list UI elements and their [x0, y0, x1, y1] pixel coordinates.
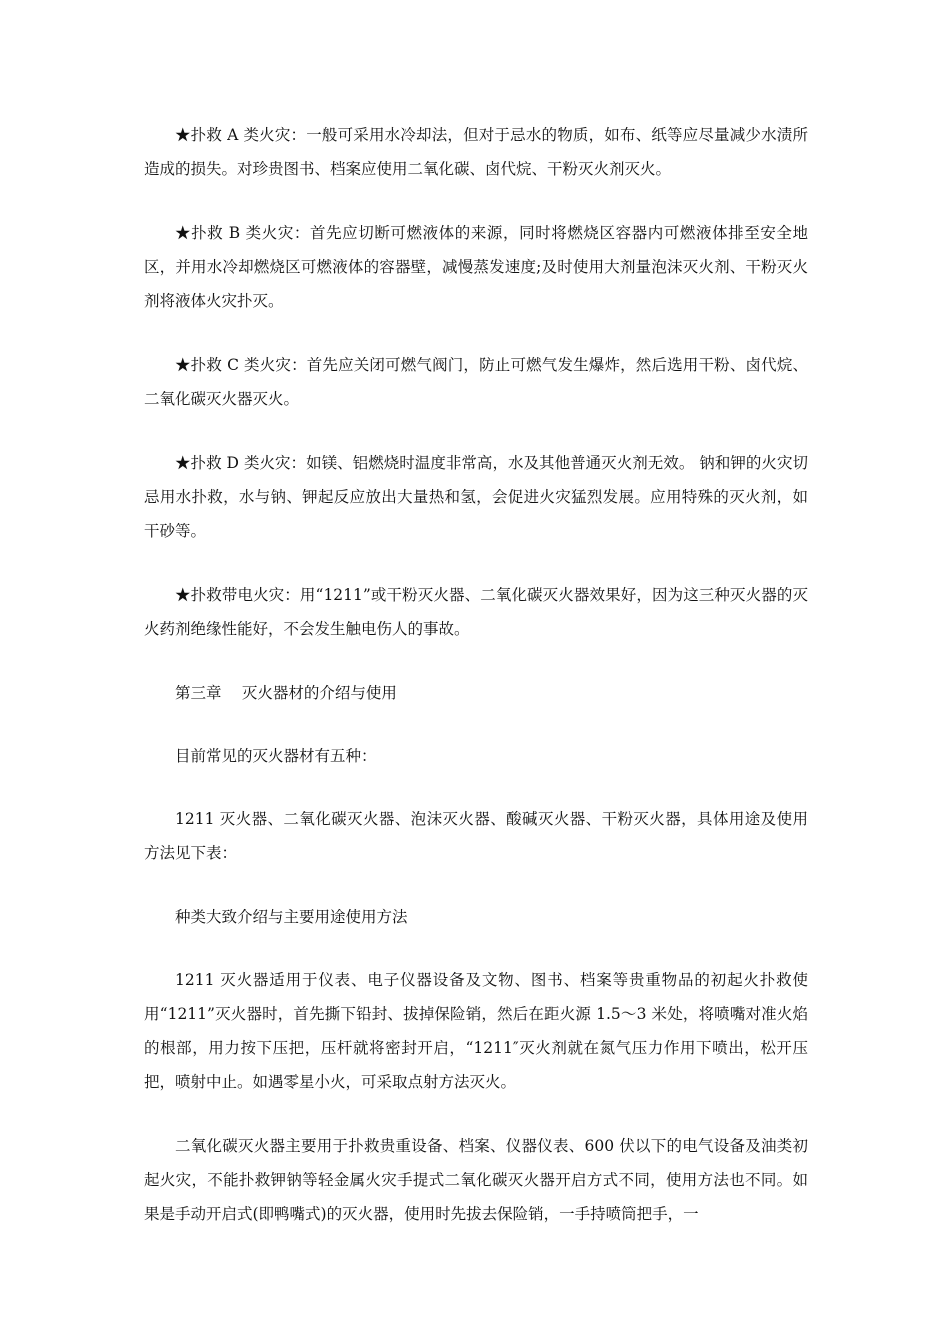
chapter-heading: 第三章 灭火器材的介绍与使用	[175, 684, 397, 702]
paragraph-1211-extinguisher: 1211 灭火器适用于仪表、电子仪器设备及文物、图书、档案等贵重物品的初起火扑救使用“1211”灭火器时，首先撕下铅封、拔掉保险销，然后在距火源 1.5～3 米处，将喷嘴对准火焰的根部，用力按下压把，压杆就将密封开启，“1211″灭火剂就在氮气压力作用下喷出，松开压把，喷射中止。如遇零星小火，可采取点射方法灭火。	[144, 971, 808, 1091]
paragraph-common-extinguishers: 目前常见的灭火器材有五种：	[175, 747, 377, 765]
paragraph-class-d-fire: ★扑救 D 类火灾：如镁、铝燃烧时温度非常高，水及其他普通灭火剂无效。 钠和钾的火灾切忌用水扑救，水与钠、钾起反应放出大量热和氢，会促进火灾猛烈发展。应用特殊的灭火剂，如干砂等。	[144, 454, 808, 540]
paragraph-co2-extinguisher: 二氧化碳灭火器主要用于扑救贵重设备、档案、仪器仪表、600 伏以下的电气设备及油类初起火灾，不能扑救钾钠等轻金属火灾手提式二氧化碳灭火器开启方式不同，使用方法也不同。如果是手动开启式(即鸭嘴式)的灭火器，使用时先拔去保险销，一手持喷筒把手，一	[144, 1137, 808, 1223]
paragraph-class-a-fire: ★扑救 A 类火灾：一般可采用水冷却法，但对于忌水的物质，如布、纸等应尽量减少水渍所造成的损失。对珍贵图书、档案应使用二氧化碳、卤代烷、干粉灭火剂灭火。	[144, 126, 808, 178]
paragraph-class-c-fire: ★扑救 C 类火灾：首先应关闭可燃气阀门，防止可燃气发生爆炸，然后选用干粉、卤代烷、二氧化碳灭火器灭火。	[144, 356, 808, 408]
table-heading-text: 种类大致介绍与主要用途使用方法	[175, 908, 408, 926]
document-body	[144, 118, 808, 1261]
paragraph-extinguisher-types: 1211 灭火器、二氧化碳灭火器、泡沫灭火器、酸碱灭火器、干粉灭火器，具体用途及使用方法见下表：	[144, 810, 808, 862]
paragraph-class-b-fire: ★扑救 B 类火灾：首先应切断可燃液体的来源，同时将燃烧区容器内可燃液体排至安全地区，并用水冷却燃烧区可燃液体的容器壁，减慢蒸发速度;及时使用大剂量泡沫灭火剂、干粉灭火剂将液体火灾扑灭。	[144, 224, 808, 310]
paragraph-electrical-fire: ★扑救带电火灾：用“1211”或干粉灭火器、二氧化碳灭火器效果好，因为这三种灭火器的灭火药剂绝缘性能好，不会发生触电伤人的事故。	[144, 586, 808, 638]
